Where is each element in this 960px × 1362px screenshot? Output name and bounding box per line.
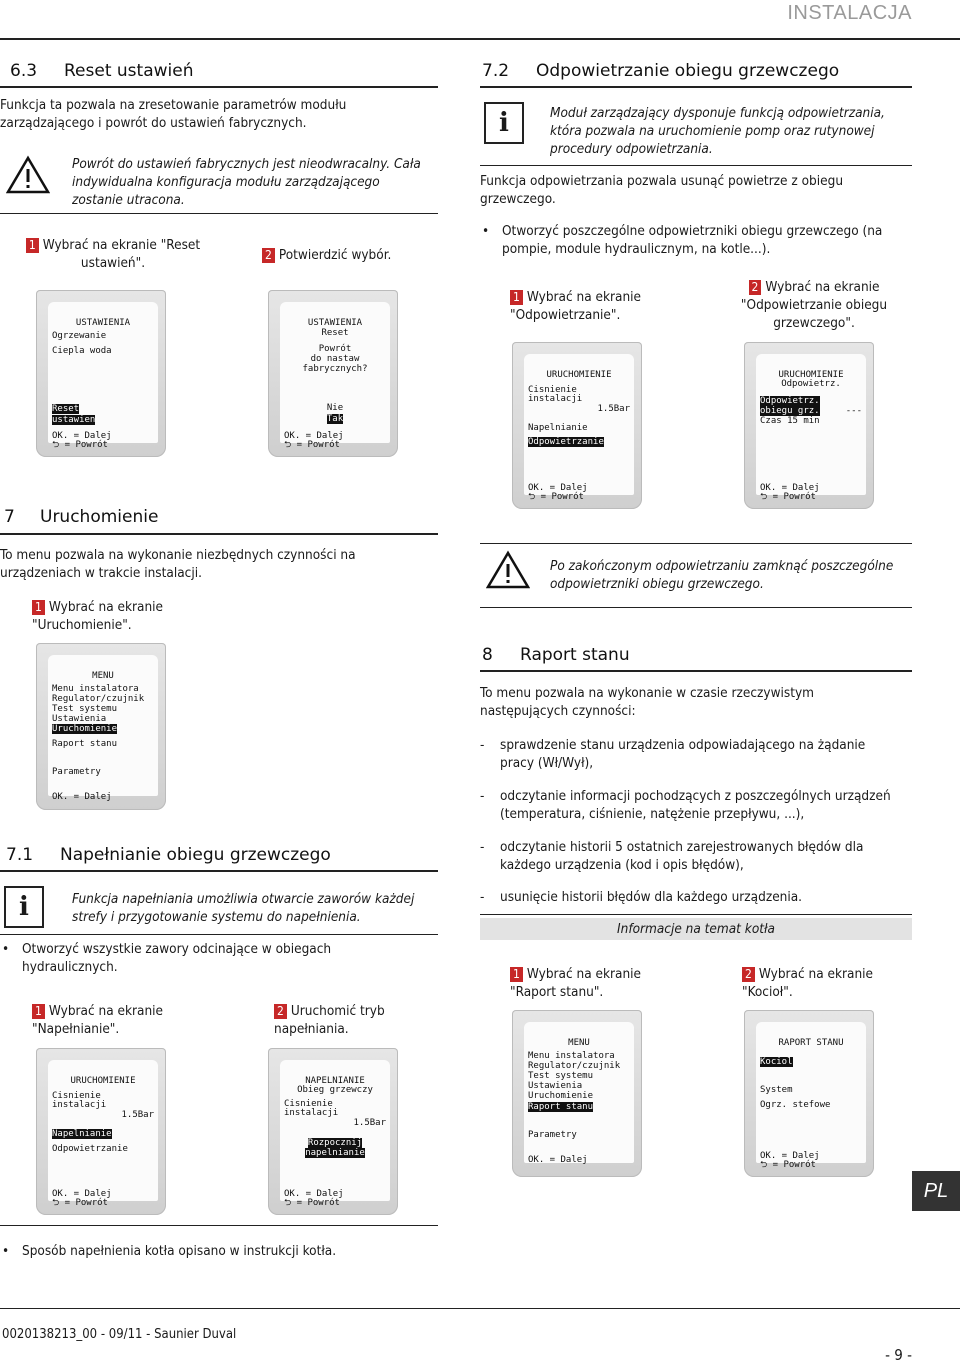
- info-rule: [0, 934, 438, 935]
- bullet-item: • Otworzyć poszczególne odpowietrzniki obiegu grzewczego (na pompie, module hydraulicznym, na kotle...).: [482, 222, 906, 258]
- info-icon: i: [484, 102, 524, 144]
- section-rule: [480, 670, 912, 672]
- page-number: - 9 -: [885, 1346, 912, 1362]
- section-7-1-title: 7.1 Napełnianie obiegu grzewczego: [6, 845, 331, 865]
- step-1: 1 Wybrać na ekranie "Odpowietrzanie".: [510, 289, 641, 324]
- boiler-info-bar: Informacje na temat kotła: [480, 918, 912, 940]
- section-6-3-intro: Funkcja ta pozwala na zresetowanie parametrów modułu zarządzającego i powrót do ustawień fabrycznych.: [0, 97, 347, 132]
- warning-icon: [486, 550, 530, 590]
- device-screen-napelnianie: NAPELNIANIE Obieg grzewczy Cisnienie instalacji 1.5Bar Rozpocznij napelnianie OK. = Dalej ⮌ = Powrót: [268, 1048, 398, 1215]
- device-screen-uruchomienie: URUCHOMIENIE Cisnienie instalacji 1.5Bar Napelnianie Odpowietrzanie OK. = Dalej ⮌ = Powrót: [36, 1048, 166, 1215]
- section-8-title: 8 Raport stanu: [482, 645, 630, 665]
- step-1: 1 Wybrać na ekranie "Uruchomienie".: [32, 599, 163, 634]
- section-7-2-title: 7.2 Odpowietrzanie obiegu grzewczego: [482, 61, 840, 81]
- warning-rule: [480, 607, 912, 608]
- document-reference: 0020138213_00 - 09/11 - Saunier Duval: [2, 1327, 237, 1342]
- section-6-3-warning: Powrót do ustawień fabrycznych jest nieodwracalny. Cała indywidualna konfiguracja modułu zarządzającego zostanie utracona.: [72, 156, 421, 209]
- section-rule: [480, 86, 912, 88]
- device-screen-menu: MENU Menu instalatora Regulator/czujnik Test systemu Ustawienia Uruchomienie Raport stanu Parametry OK. = Dalej: [36, 643, 166, 810]
- section-7-title: 7 Uruchomienie: [4, 507, 159, 527]
- bullet-item: • Sposób napełnienia kotła opisano w instrukcji kotła.: [2, 1242, 432, 1260]
- section-rule: [0, 533, 438, 535]
- info-icon: i: [4, 886, 44, 928]
- section-rule: [0, 86, 438, 88]
- device-screen-reset-select: USTAWIENIA Ogrzewanie Ciepla woda Reset ustawien OK. = Dalej ⮌ = Powrót: [36, 290, 166, 457]
- device-screen-menu: MENU Menu instalatora Regulator/czujnik Test systemu Ustawienia Uruchomienie Raport stanu Parametry OK. = Dalej: [512, 1010, 642, 1177]
- list-item: - sprawdzenie stanu urządzenia odpowiadającego na żądanie pracy (Wł/Wył),: [480, 736, 900, 772]
- step-2: 2 Wybrać na ekranie "Kocioł".: [742, 966, 873, 1001]
- section-rule: [0, 870, 438, 872]
- warning-rule: [480, 543, 912, 544]
- device-screen-odpowietrzanie: URUCHOMIENIE Odpowietrz. Odpowietrz. obiegu grz. --- Czas 15 min OK. = Dalej ⮌ = Powrót: [744, 342, 874, 509]
- language-badge: PL: [912, 1171, 960, 1211]
- step-1: 1 Wybrać na ekranie "Napełnianie".: [32, 1003, 163, 1038]
- info-rule: [480, 165, 912, 166]
- page-section-label: INSTALACJA: [787, 2, 912, 24]
- header-rule: [0, 38, 960, 40]
- section-7-2-warning: Po zakończonym odpowietrzaniu zamknąć poszczególne odpowietrzniki obiegu grzewczego.: [550, 558, 894, 593]
- device-screen-uruchomienie: URUCHOMIENIE Cisnienie instalacji 1.5Bar Napelnianie Odpowietrzanie OK. = Dalej ⮌ = Powrót: [512, 342, 642, 509]
- section-7-intro: To menu pozwala na wykonanie niezbędnych czynności na urządzeniach w trakcie instalacji.: [0, 547, 356, 582]
- section-8-intro: To menu pozwala na wykonanie w czasie rzeczywistym następujących czynności:: [480, 685, 814, 720]
- list-item: - odczytanie historii 5 ostatnich zarejestrowanych błędów dla każdego urządzenia (kod i opis błędów),: [480, 838, 900, 874]
- step-2: 2 Potwierdzić wybór.: [262, 246, 391, 264]
- device-screen-reset-confirm: USTAWIENIA Reset Powrót do nastaw fabrycznych? Nie Tak OK. = Dalej ⮌ = Powrót: [268, 290, 398, 457]
- step-2: 2 Wybrać na ekranie "Odpowietrzanie obiegu grzewczego".: [740, 279, 888, 332]
- section-7-1-info: Funkcja napełniania umożliwia otwarcie zaworów każdej strefy i przygotowanie systemu do napełnienia.: [72, 891, 415, 926]
- step-2: 2 Uruchomić tryb napełniania.: [274, 1003, 385, 1038]
- section-rule: [0, 1225, 438, 1226]
- warning-icon: [6, 155, 50, 195]
- section-7-2-info: Moduł zarządzający dysponuje funkcją odpowietrzania, która pozwala na uruchomienie pomp oraz rutynowej procedury odpowietrzania.: [550, 105, 885, 158]
- list-item: - usunięcie historii błędów dla każdego urządzenia.: [480, 888, 900, 906]
- warning-rule: [0, 213, 438, 214]
- section-6-3-title: 6.3 Reset ustawień: [10, 61, 194, 81]
- list-item: - odczytanie informacji pochodzących z poszczególnych urządzeń (temperatura, ciśnienie, natężenie przepływu, ...),: [480, 787, 900, 823]
- step-1: 1 Wybrać na ekranie "Reset ustawień".: [8, 236, 218, 272]
- bullet-item: • Otworzyć wszystkie zawory odcinające w obiegach hydraulicznych.: [2, 940, 422, 976]
- step-1: 1 Wybrać na ekranie "Raport stanu".: [510, 966, 641, 1001]
- footer-rule: [0, 1308, 960, 1309]
- section-7-2-text: Funkcja odpowietrzania pozwala usunąć powietrze z obiegu grzewczego.: [480, 173, 844, 208]
- device-screen-raport-stanu: RAPORT STANU Kociol System Ogrz. stefowe OK. = Dalej ⮌ = Powrót: [744, 1010, 874, 1177]
- bar-rule: [480, 914, 912, 915]
